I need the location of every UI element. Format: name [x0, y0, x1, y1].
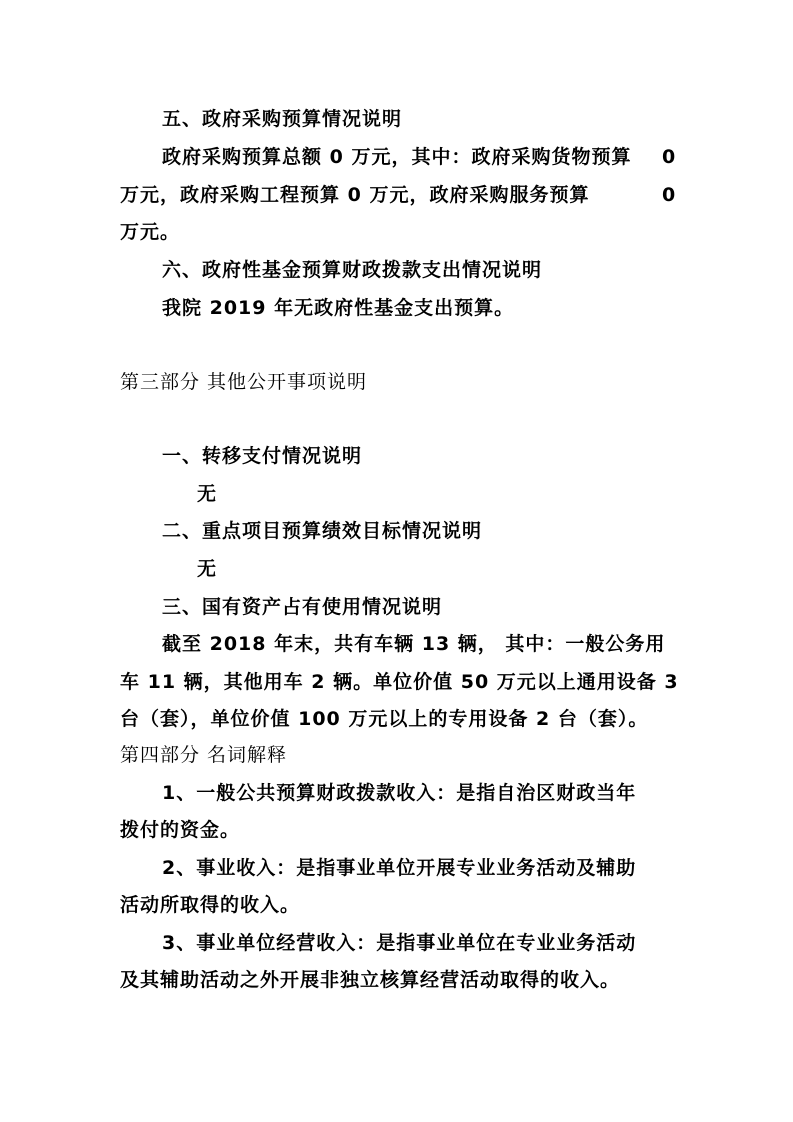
section5-paragraph-line2: 万元，政府采购工程预算 0 万元，政府采购服务预算: [120, 184, 590, 206]
part3-item3-line1: 截至 2018 年末，共有车辆 13 辆， 其中：一般公务用: [162, 633, 666, 655]
section6-body: 我院 2019 年无政府性基金支出预算。: [162, 297, 515, 319]
part4-term1-line2: 拨付的资金。: [120, 819, 241, 841]
part4-heading: 第四部分 名词解释: [120, 744, 288, 766]
section6-title: 六、政府性基金预算财政拨款支出情况说明: [162, 259, 543, 281]
part3-item1-title: 一、转移支付情况说明: [162, 445, 363, 467]
section5-title: 五、政府采购预算情况说明: [162, 108, 403, 130]
section5-paragraph-line3: 万元。: [120, 221, 181, 243]
section5-paragraph-line2-end: 0: [662, 184, 676, 206]
part4-term3-line2: 及其辅助活动之外开展非独立核算经营活动取得的收入。: [120, 969, 621, 991]
part4-term1-line1: 1、一般公共预算财政拨款收入：是指自治区财政当年: [162, 782, 637, 804]
part4-term2-line1: 2、事业收入：是指事业单位开展专业业务活动及辅助: [162, 857, 637, 879]
part4-term3-line1: 3、事业单位经营收入：是指事业单位在专业业务活动: [162, 932, 637, 954]
part3-heading: 第三部分 其他公开事项说明: [120, 371, 368, 393]
part3-item3-line2: 车 11 辆，其他用车 2 辆。单位价值 50 万元以上通用设备 3: [120, 671, 679, 693]
part3-item2-title: 二、重点项目预算绩效目标情况说明: [162, 520, 483, 542]
section5-paragraph-line1-end: 0: [662, 146, 676, 168]
part3-item2-body: 无: [197, 558, 218, 580]
part4-term2-line2: 活动所取得的收入。: [120, 894, 301, 916]
section5-paragraph-line1: 政府采购预算总额 0 万元，其中：政府采购货物预算: [162, 146, 632, 168]
part3-item3-line3: 台（套），单位价值 100 万元以上的专用设备 2 台（套）。: [120, 708, 649, 730]
part3-item1-body: 无: [197, 483, 218, 505]
part3-item3-title: 三、国有资产占有使用情况说明: [162, 596, 443, 618]
